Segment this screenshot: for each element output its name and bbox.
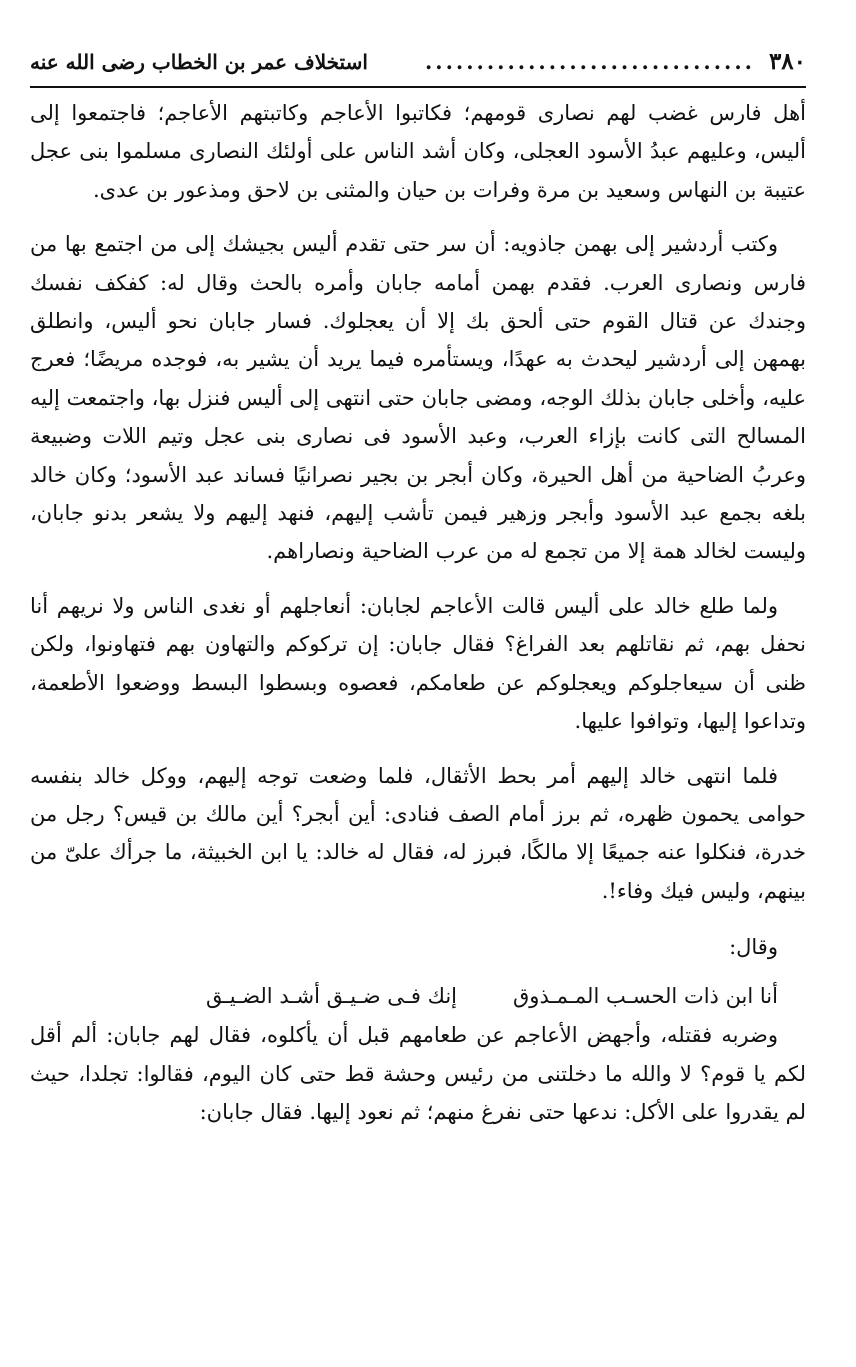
verse-intro: وقال:	[729, 935, 778, 960]
leader-dots: ................................	[424, 49, 755, 74]
poetry-verse	[30, 976, 806, 1016]
paragraph-3: ولما طلع خالد على أليس قالت الأعاجم لجابان: أنعاجلهم أو نغدى الناس ولا نريهم أنا نحفل بهم، ثم نقاتلهم بعد الفراغ؟ فقال جابان: إن تركوكم والتهاون بهم فتهاونوا، ولكن ظنى أن سيعاجلوكم ويعجلوكم عن طعامكم، فعصوه وبسطوا البسط ووضعوا الأطعمة، وتداعوا إليها، وتوافوا عليها.	[30, 593, 806, 734]
paragraph-1: أهل فارس غضب لهم نصارى قومهم؛ فكاتبوا الأعاجم وكاتبتهم الأعاجم؛ فاجتمعوا إلى أليس، وعليهم عبدُ الأسود العجلى، وكان أشد الناس على أولئك النصارى مسلموا بنى عجل عتيبة بن النهاس وسعيد بن مرة وفرات بن حيان والمثنى بن لاحق ومذعور بن عدى.	[30, 101, 806, 202]
paragraph-4: فلما انتهى خالد إليهم أمر بحط الأثقال، فلما وضعت توجه إليهم، ووكل خالد بنفسه حوامى يحمون ظهره، ثم برز أمام الصف فنادى: أين أبجر؟ أين مالك بن قيس؟ رجل من خدرة، فنكلوا عنه جميعًا إلا مالكًا، فبرز له، فقال له خالد: يا ابن الخبيثة، ما جرأك علىّ من بينهم، وليس فيك وفاء!.	[30, 763, 806, 903]
paragraph-2: وكتب أردشير إلى بهمن جاذويه: أن سر حتى تقدم أليس بجيشك إلى من اجتمع بها من فارس ونصارى العرب. فقدم بهمن أمامه جابان وأمره بالحث وقال له: كفكف نفسك وجندك عن قتال القوم حتى ألحق بك إلا أن يعجلوك. فسار جابان نحو أليس، وانطلق بهمهن إلى أردشير ليحدث به عهدًا، ويستأمره فيما يريد أن يشير به، فوجده مريضًا؛ فعرج عليه، وأخلى جابان بذلك الوجه، ومضى جابان حتى انتهى إلى أليس فنزل بها، واجتمعت إليه المسالح التى كانت بإزاء العرب، وعبد الأسود فى نصارى بنى عجل وتيم اللات وضبيعة وعربُ الضاحية من أهل الحيرة، وكان أبجر بن بجير نصرانيًا فساند عبد الأسود؛ وكان خالد بلغه بجمع عبد الأسود وأبجر وزهير فيمن تأشب إليهم، فنهد إليهم ولا يشعر بدنو جابان، وليست لخالد همة إلا من تجمع له من عرب الضاحية ونصاراهم.	[30, 232, 806, 564]
running-header-title: استخلاف عمر بن الخطاب رضى الله عنه	[30, 50, 368, 74]
page-number: ٣٨٠	[768, 48, 806, 75]
closing-paragraph: وضربه فقتله، وأجهض الأعاجم عن طعامهم قبل أن يأكلوه، فقال لهم جابان: ألم أقل لكم يا قوم؟ لا والله ما دخلتنى من رئيس وحشة قط حتى كان اليوم، فقالوا: تجلدا، حيث لم يقدروا على الأكل: ندعها حتى نفرغ منهم؛ ثم نعود إليها. فقال جابان:	[30, 1023, 806, 1124]
body-text	[30, 94, 806, 1131]
running-header	[30, 46, 806, 88]
verse-first-hemistich: أنا ابن ذات الحسـب المـمـذوق	[513, 984, 778, 1009]
verse-second-hemistich: إنك فـى ضـيـق أشـد الضـيـق	[206, 984, 458, 1009]
